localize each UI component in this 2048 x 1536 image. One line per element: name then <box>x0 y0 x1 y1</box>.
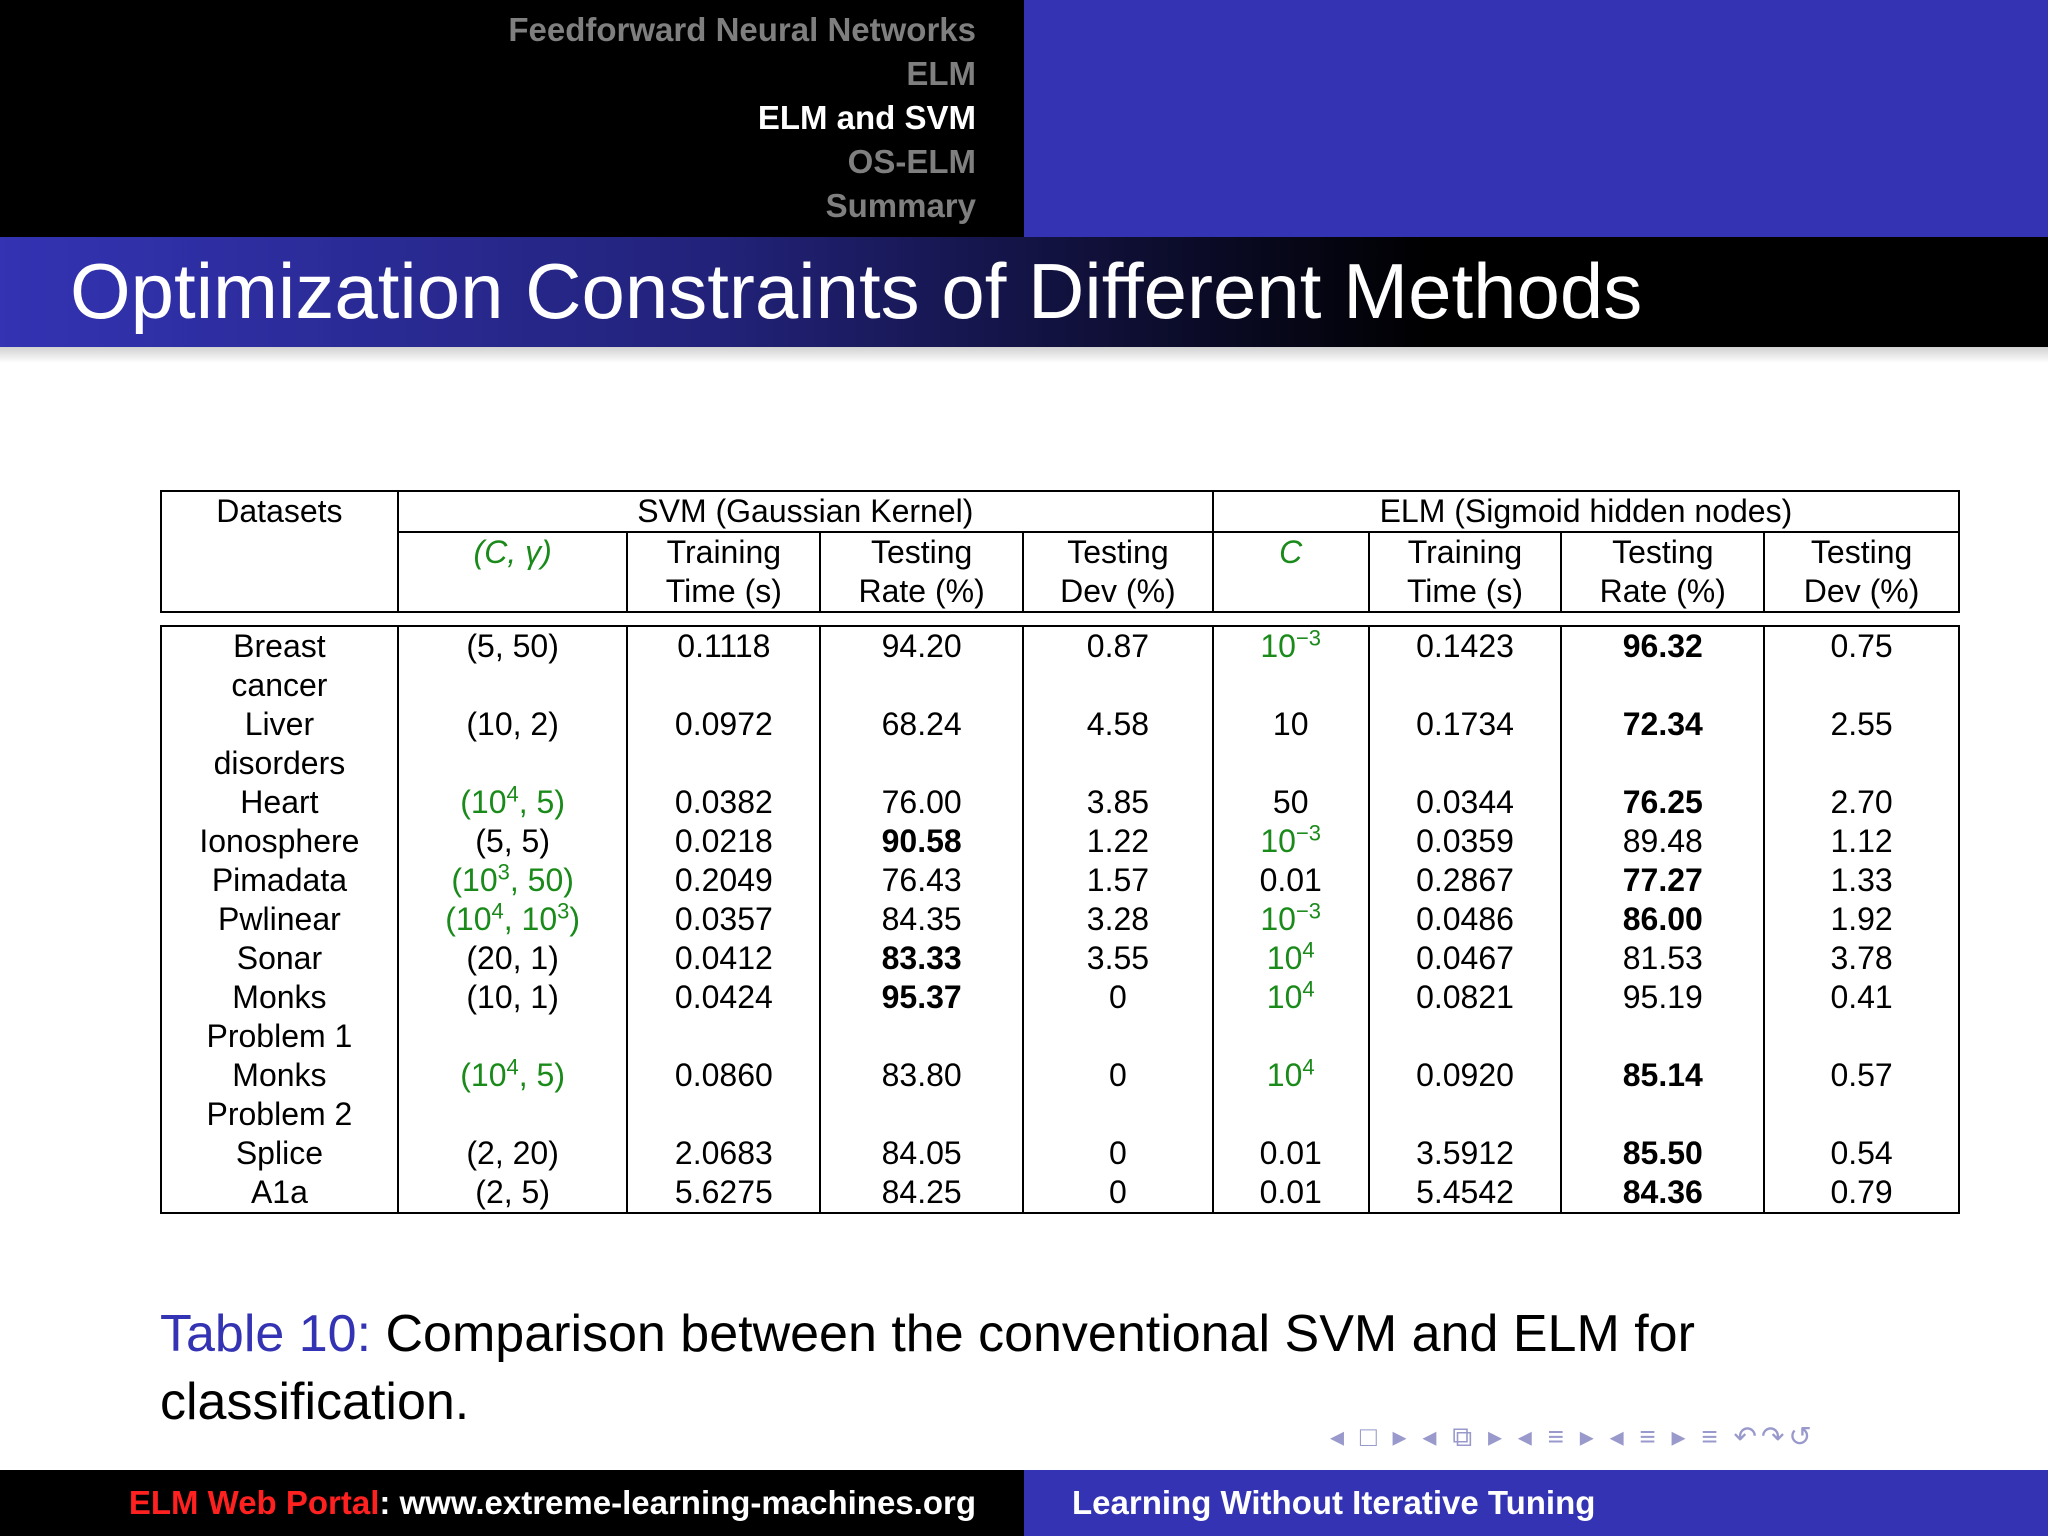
cell-elm-c: $10^4$ <box>1213 978 1369 1056</box>
nav-item-feedforward[interactable]: Feedforward Neural Networks <box>508 11 976 48</box>
cell-elm-training-time: 0.0359 <box>1369 822 1562 861</box>
cell-dataset: Pwlinear <box>161 900 398 939</box>
header-svm-testing-dev: Testing Dev (%) <box>1023 532 1213 612</box>
cell-elm-testing-dev: 1.92 <box>1764 900 1959 939</box>
cell-svm-testing-dev: 0.87 <box>1023 626 1213 705</box>
header-datasets-blank <box>161 532 398 612</box>
cell-svm-param: (5, 50) <box>398 626 628 705</box>
cell-svm-testing-dev: 0 <box>1023 1134 1213 1173</box>
cell-dataset: A1a <box>161 1173 398 1213</box>
cell-elm-testing-rate: 85.14 <box>1561 1056 1764 1134</box>
table-row <box>161 978 1959 1056</box>
header-svm-testing-rate: Testing Rate (%) <box>820 532 1023 612</box>
cell-svm-testing-rate: 83.33 <box>820 939 1023 978</box>
cell-svm-testing-rate: 68.24 <box>820 705 1023 783</box>
comparison-table-wrapper <box>160 490 1960 1214</box>
header-svm-group: SVM (Gaussian Kernel) <box>398 491 1213 532</box>
cell-elm-testing-dev: 0.79 <box>1764 1173 1959 1213</box>
cell-elm-testing-dev: 1.33 <box>1764 861 1959 900</box>
cell-elm-training-time: 5.4542 <box>1369 1173 1562 1213</box>
cell-svm-training-time: 0.0382 <box>627 783 820 822</box>
table-row <box>161 626 1959 705</box>
nav-item-elm[interactable]: ELM <box>906 55 976 92</box>
nav-item-elm-and-svm[interactable]: ELM and SVM <box>757 99 976 136</box>
cell-elm-testing-rate: 81.53 <box>1561 939 1764 978</box>
cell-svm-param: ($10^4$, 5) <box>398 1056 628 1134</box>
cell-dataset: Monks Problem 1 <box>161 978 398 1056</box>
cell-elm-testing-dev: 0.75 <box>1764 626 1959 705</box>
cell-svm-testing-rate: 84.25 <box>820 1173 1023 1213</box>
cell-elm-testing-rate: 84.36 <box>1561 1173 1764 1213</box>
footer-tagline: Learning Without Iterative Tuning <box>1072 1484 1596 1521</box>
cell-elm-training-time: 0.1734 <box>1369 705 1562 783</box>
cell-elm-training-time: 0.1423 <box>1369 626 1562 705</box>
cell-elm-c: 0.01 <box>1213 861 1369 900</box>
cell-svm-param: (2, 20) <box>398 1134 628 1173</box>
footer-right <box>1024 1470 2048 1536</box>
cell-svm-param: (2, 5) <box>398 1173 628 1213</box>
cell-dataset: Splice <box>161 1134 398 1173</box>
header-elm-testing-rate: Testing Rate (%) <box>1561 532 1764 612</box>
cell-dataset: Sonar <box>161 939 398 978</box>
table-row <box>161 1134 1959 1173</box>
table-caption <box>160 1300 1940 1436</box>
cell-elm-testing-rate: 85.50 <box>1561 1134 1764 1173</box>
nav-item-summary[interactable]: Summary <box>825 187 976 224</box>
table-row <box>161 705 1959 783</box>
header-left <box>0 0 1024 237</box>
header-elm-group: ELM (Sigmoid hidden nodes) <box>1213 491 1959 532</box>
cell-svm-testing-rate: 83.80 <box>820 1056 1023 1134</box>
cell-elm-testing-dev: 0.54 <box>1764 1134 1959 1173</box>
cell-elm-c: 0.01 <box>1213 1173 1369 1213</box>
section-nav <box>508 8 976 228</box>
cell-elm-testing-dev: 2.70 <box>1764 783 1959 822</box>
table-row <box>161 1056 1959 1134</box>
cell-elm-training-time: 0.2867 <box>1369 861 1562 900</box>
table-row <box>161 822 1959 861</box>
footer-portal[interactable] <box>129 1484 976 1522</box>
cell-elm-testing-rate: 77.27 <box>1561 861 1764 900</box>
cell-svm-training-time: 0.0424 <box>627 978 820 1056</box>
cell-svm-testing-rate: 95.37 <box>820 978 1023 1056</box>
cell-svm-param: (5, 5) <box>398 822 628 861</box>
table-row <box>161 783 1959 822</box>
cell-elm-c: $10^{-3}$ <box>1213 900 1369 939</box>
cell-elm-training-time: 0.0486 <box>1369 900 1562 939</box>
cell-elm-training-time: 0.0821 <box>1369 978 1562 1056</box>
table-body <box>161 626 1959 1213</box>
cell-elm-testing-dev: 0.41 <box>1764 978 1959 1056</box>
cell-dataset: Monks Problem 2 <box>161 1056 398 1134</box>
cell-elm-training-time: 0.0467 <box>1369 939 1562 978</box>
footer-portal-label: ELM Web Portal <box>128 1484 380 1521</box>
cell-elm-c: $10^{-3}$ <box>1213 822 1369 861</box>
table-row <box>161 1173 1959 1213</box>
cell-svm-testing-rate: 84.35 <box>820 900 1023 939</box>
cell-svm-testing-dev: 1.22 <box>1023 822 1213 861</box>
cell-svm-param: (10, 1) <box>398 978 628 1056</box>
cell-elm-training-time: 0.0920 <box>1369 1056 1562 1134</box>
table-row <box>161 900 1959 939</box>
cell-svm-training-time: 0.0972 <box>627 705 820 783</box>
cell-svm-training-time: 0.0218 <box>627 822 820 861</box>
cell-svm-param: (20, 1) <box>398 939 628 978</box>
title-shadow <box>0 347 2048 363</box>
cell-elm-testing-dev: 1.12 <box>1764 822 1959 861</box>
cell-elm-testing-dev: 3.78 <box>1764 939 1959 978</box>
cell-elm-training-time: 0.0344 <box>1369 783 1562 822</box>
title-bar <box>0 237 2048 347</box>
cell-svm-param: ($10^3$, 50) <box>398 861 628 900</box>
cell-svm-param: (10, 2) <box>398 705 628 783</box>
cell-svm-training-time: 5.6275 <box>627 1173 820 1213</box>
cell-svm-training-time: 0.0357 <box>627 900 820 939</box>
cell-svm-testing-dev: 3.28 <box>1023 900 1213 939</box>
cell-elm-testing-rate: 86.00 <box>1561 900 1764 939</box>
header-datasets: Datasets <box>161 491 398 532</box>
cell-dataset: Liver disorders <box>161 705 398 783</box>
cell-elm-testing-dev: 0.57 <box>1764 1056 1959 1134</box>
nav-item-os-elm[interactable]: OS-ELM <box>847 143 976 180</box>
cell-elm-c: $10^4$ <box>1213 939 1369 978</box>
cell-elm-c: 50 <box>1213 783 1369 822</box>
header-elm-testing-dev: Testing Dev (%) <box>1764 532 1959 612</box>
cell-svm-testing-rate: 84.05 <box>820 1134 1023 1173</box>
cell-svm-testing-dev: 0 <box>1023 1056 1213 1134</box>
cell-elm-testing-rate: 96.32 <box>1561 626 1764 705</box>
cell-svm-testing-rate: 90.58 <box>820 822 1023 861</box>
cell-svm-testing-rate: 94.20 <box>820 626 1023 705</box>
beamer-navigation-symbols[interactable]: ◂ □ ▸ ◂ ⧉ ▸ ◂ ≡ ▸ ◂ ≡ ▸ ≡ ↶↷↺ <box>1330 1421 1816 1452</box>
cell-svm-testing-rate: 76.43 <box>820 861 1023 900</box>
cell-svm-training-time: 0.1118 <box>627 626 820 705</box>
cell-elm-c: $10^{-3}$ <box>1213 626 1369 705</box>
footer-portal-url: : www.extreme-learning-machines.org <box>379 1484 976 1521</box>
cell-dataset: Breast cancer <box>161 626 398 705</box>
cell-dataset: Ionosphere <box>161 822 398 861</box>
comparison-table <box>160 490 1960 1214</box>
cell-svm-testing-dev: 4.58 <box>1023 705 1213 783</box>
cell-svm-training-time: 2.0683 <box>627 1134 820 1173</box>
header-right <box>1024 0 2048 237</box>
cell-svm-param: ($10^4$, 5) <box>398 783 628 822</box>
cell-elm-testing-rate: 72.34 <box>1561 705 1764 783</box>
table-row <box>161 939 1959 978</box>
caption-label: Table 10: <box>160 1305 372 1363</box>
cell-svm-testing-dev: 1.57 <box>1023 861 1213 900</box>
cell-svm-testing-dev: 3.55 <box>1023 939 1213 978</box>
cell-elm-training-time: 3.5912 <box>1369 1134 1562 1173</box>
header-svm-param: (C, γ) <box>398 532 628 612</box>
header-elm-training-time: Training Time (s) <box>1369 532 1562 612</box>
slide-title: Optimization Constraints of Different Methods <box>70 247 1643 335</box>
cell-elm-testing-rate: 95.19 <box>1561 978 1764 1056</box>
header-svm-training-time: Training Time (s) <box>627 532 820 612</box>
cell-elm-c: 0.01 <box>1213 1134 1369 1173</box>
cell-elm-testing-rate: 76.25 <box>1561 783 1764 822</box>
cell-svm-testing-dev: 3.85 <box>1023 783 1213 822</box>
cell-svm-testing-rate: 76.00 <box>820 783 1023 822</box>
cell-elm-testing-rate: 89.48 <box>1561 822 1764 861</box>
cell-svm-testing-dev: 0 <box>1023 1173 1213 1213</box>
header-elm-c: C <box>1213 532 1369 612</box>
cell-svm-testing-dev: 0 <box>1023 978 1213 1056</box>
cell-elm-testing-dev: 2.55 <box>1764 705 1959 783</box>
cell-svm-param: ($10^4$, $10^3$) <box>398 900 628 939</box>
footer-left <box>0 1470 1024 1536</box>
cell-dataset: Pimadata <box>161 861 398 900</box>
cell-svm-training-time: 0.2049 <box>627 861 820 900</box>
cell-elm-c: $10^4$ <box>1213 1056 1369 1134</box>
cell-svm-training-time: 0.0860 <box>627 1056 820 1134</box>
caption-text: Comparison between the conventional SVM and ELM for classification. <box>160 1305 1695 1431</box>
cell-elm-c: 10 <box>1213 705 1369 783</box>
table-row <box>161 861 1959 900</box>
cell-dataset: Heart <box>161 783 398 822</box>
cell-svm-training-time: 0.0412 <box>627 939 820 978</box>
